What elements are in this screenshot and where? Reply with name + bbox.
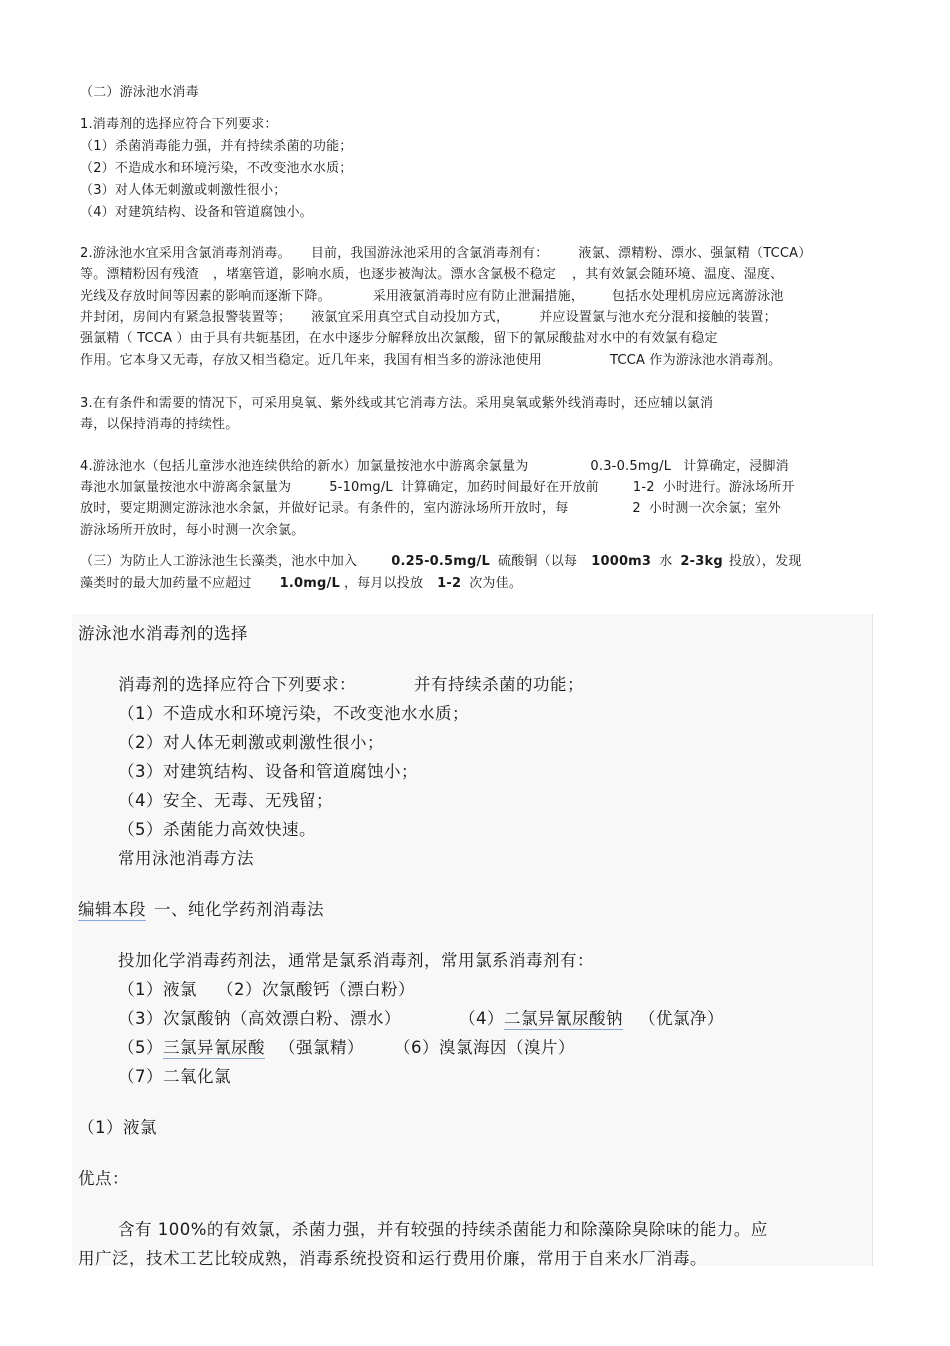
p2-text: ，堵塞管道，影响水质，也逐步被淘汰。漂水含氯极不稳定 — [212, 267, 557, 282]
panel-title: 游泳池水消毒剂的选择 — [78, 624, 248, 643]
requirement-item: （1）不造成水和环境污染，不改变池水水质； — [118, 704, 469, 723]
advantages-label: 优点： — [78, 1169, 129, 1188]
requirement-item: （3）对建筑结构、设备和管道腐蚀小； — [118, 762, 418, 781]
requirement-item: （5）杀菌能力高效快速。 — [118, 820, 316, 839]
panel-text: 常用泳池消毒方法 — [118, 849, 254, 868]
p3-text: 3.在有条件和需要的情况下，可采用臭氧、紫外线或其它消毒方法。采用臭氧或紫外线消毒时，还应辅以氯消 — [80, 396, 714, 411]
p4-text: 计算确定，浸脚消 — [683, 459, 789, 474]
edit-section-link[interactable]: 编辑本段 — [78, 900, 146, 919]
p1-item: （2）不造成水和环境污染，不改变池水水质； — [80, 161, 353, 176]
requirement-item: （2）对人体无刺激或刺激性很小； — [118, 733, 384, 752]
p2-text: 作用。它本身又无毒，存放又相当稳定。近几年来，我国有相当多的游泳池使用 — [80, 353, 543, 368]
p4-text: 毒池水加氯量按池水中游离余氯量为 — [80, 480, 292, 495]
p1-item: （4）对建筑结构、设备和管道腐蚀小。 — [80, 205, 313, 220]
p4-value: 5-10mg/L — [329, 480, 393, 495]
p2-text: ，其有效氯会随环境、温度、湿度、 — [572, 267, 784, 282]
s3-text: 次为佳。 — [469, 576, 523, 591]
p1-item: （3）对人体无刺激或刺激性很小； — [80, 183, 287, 198]
chemical-item: （2）次氯酸钙（漂白粉） — [217, 980, 415, 999]
chemical-item: （1）液氯 — [118, 980, 197, 999]
p2-text: 并封闭，房间内有紧急报警装置等； — [80, 310, 292, 325]
p1-item: （1）杀菌消毒能力强，并有持续杀菌的功能； — [80, 139, 353, 154]
p2-text: 2.游泳池水宜采用含氯消毒剂消毒。 — [80, 246, 291, 261]
s3-text: 藻类时的最大加药量不应超过 — [80, 576, 252, 591]
chemical-item: （优氯净） — [639, 1009, 724, 1028]
p3-text: 毒，以保持消毒的持续性。 — [80, 417, 239, 432]
p4-text: 放时，要定期测定游泳池水余氯，并做好记录。有条件的，室内游泳场所开放时，每 — [80, 501, 569, 516]
s3-value: 0.25-0.5mg/L — [391, 554, 490, 569]
p4-text: 游泳场所开放时，每小时测一次余氯。 — [80, 523, 305, 538]
s3-value: 1-2 — [437, 576, 462, 591]
p2-text: 液氯、漂精粉、漂水、强氯精（TCCA） — [578, 246, 812, 261]
chemical-item: （3）次氯酸钠（高效漂白粉、漂水） — [118, 1009, 401, 1028]
section-heading: 一、纯化学药剂消毒法 — [154, 900, 324, 919]
s3-value: 2-3kg — [680, 554, 723, 569]
chemical-item: （5） — [118, 1038, 163, 1057]
s3-text: （三）为防止人工游泳池生长藻类，池水中加入 — [80, 554, 358, 569]
s3-text: 水 — [659, 554, 673, 569]
s3-value: 1.0mg/L — [279, 576, 340, 591]
p4-text: 小时进行。游泳场所开 — [662, 480, 795, 495]
s3-text: ，每月以投放 — [343, 576, 424, 591]
p4-text: 4.游泳池水（包括儿童涉水池连续供给的新水）加氯量按池水中游离余氯量为 — [80, 459, 529, 474]
panel-text: 并有持续杀菌的功能； — [414, 675, 584, 694]
s3-value: 1000m3 — [591, 554, 652, 569]
chemical-item: （强氯精） — [279, 1038, 364, 1057]
p2-text: 光线及存放时间等因素的影响而逐渐下降。 — [80, 289, 331, 304]
chemical-link[interactable]: 三氯异氰尿酸 — [163, 1038, 265, 1057]
p2-text: TCCA 作为游泳池水消毒剂。 — [610, 353, 782, 368]
p2-text: 采用液氯消毒时应有防止泄漏措施， — [372, 289, 585, 304]
p2-text: 强氯精（ TCCA ）由于具有共轭基团，在水中逐步分解释放出次氯酸，留下的氰尿酸盐对水中的有效氯有稳定 — [80, 331, 718, 346]
panel-text: 消毒剂的选择应符合下列要求： — [118, 675, 356, 694]
p4-text: 小时测一次余氯；室外 — [648, 501, 781, 516]
p2-text: 并应设置氯与池水充分混和接触的装置； — [539, 310, 777, 325]
p4-text: 计算确定，加药时间最好在开放前 — [400, 480, 599, 495]
section-2-heading: （二）游泳池水消毒 — [80, 85, 199, 100]
requirement-item: （4）安全、无毒、无残留； — [118, 791, 333, 810]
p4-value: 2 — [632, 501, 641, 516]
chemical-item: （7）二氧化氯 — [118, 1067, 231, 1086]
s3-text: 硫酸铜（以每 — [498, 554, 578, 569]
p2-text: 目前，我国游泳池采用的含氯消毒剂有： — [310, 246, 549, 261]
chemical-item: （4） — [459, 1009, 504, 1028]
chemical-link[interactable]: 二氯异氰尿酸钠 — [504, 1009, 623, 1028]
p4-value: 1-2 — [632, 480, 655, 495]
s3-text: 投放），发现 — [728, 554, 802, 569]
chemical-item: （6）溴氯海因（溴片） — [394, 1038, 575, 1057]
p2-text: 等。漂精粉因有残渣 — [80, 267, 199, 282]
panel-text: 含有 100%的有效氯，杀菌力强，并有较强的持续杀菌能力和除藻除臭除味的能力。应 — [118, 1220, 768, 1239]
p2-text: 包括水处理机房应远离游泳池 — [612, 289, 784, 304]
panel-text: 用广泛，技术工艺比较成熟，消毒系统投资和运行费用价廉，常用于自来水厂消毒。 — [78, 1249, 707, 1268]
panel-text: 投加化学消毒药剂法，通常是氯系消毒剂，常用氯系消毒剂有： — [118, 951, 594, 970]
p4-value: 0.3-0.5mg/L — [590, 459, 672, 474]
subheading: （1）液氯 — [78, 1118, 157, 1137]
p2-text: 液氯宜采用真空式自动投加方式， — [311, 310, 510, 325]
p1-intro: 1.消毒剂的选择应符合下列要求： — [80, 117, 278, 132]
